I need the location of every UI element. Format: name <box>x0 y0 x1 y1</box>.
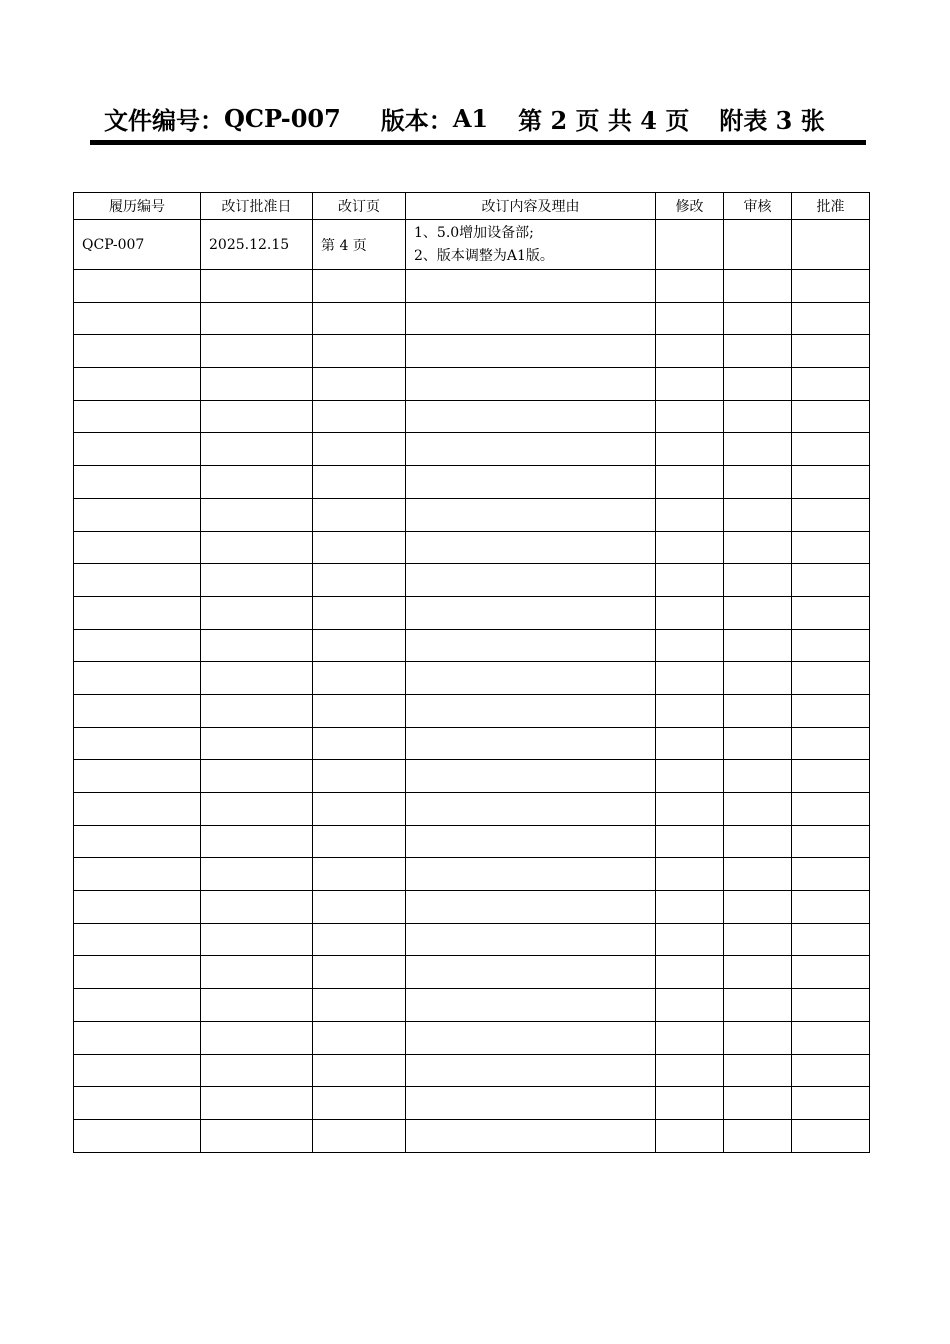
table-cell <box>201 1054 313 1087</box>
table-cell <box>313 662 406 695</box>
table-cell <box>313 466 406 499</box>
table-cell <box>792 596 870 629</box>
table-cell <box>406 858 656 891</box>
table-cell <box>74 368 201 401</box>
table-row <box>74 270 870 303</box>
table-cell <box>724 923 792 956</box>
table-cell <box>406 956 656 989</box>
table-cell <box>792 531 870 564</box>
table-cell <box>313 368 406 401</box>
table-cell <box>74 1054 201 1087</box>
table-cell <box>406 891 656 924</box>
table-cell <box>201 891 313 924</box>
table-row <box>74 760 870 793</box>
table-cell <box>656 793 724 826</box>
table-cell <box>313 923 406 956</box>
table-row <box>74 302 870 335</box>
table-cell <box>724 564 792 597</box>
table-cell <box>792 662 870 695</box>
table-cell <box>201 302 313 335</box>
table-row <box>74 1087 870 1120</box>
table-cell <box>406 923 656 956</box>
content-line: 2、版本调整为A1版。 <box>414 248 554 264</box>
table-cell <box>406 1054 656 1087</box>
table-cell <box>724 1021 792 1054</box>
table-cell <box>792 858 870 891</box>
table-cell <box>792 793 870 826</box>
table-row <box>74 858 870 891</box>
table-cell <box>656 629 724 662</box>
table-cell <box>724 270 792 303</box>
doc-number-label: 文件编号： <box>104 105 224 135</box>
table-cell <box>74 727 201 760</box>
table-cell <box>201 433 313 466</box>
table-cell <box>406 662 656 695</box>
table-cell <box>792 270 870 303</box>
table-cell <box>313 1087 406 1120</box>
table-cell <box>724 629 792 662</box>
table-cell <box>724 891 792 924</box>
document-header <box>104 100 825 136</box>
table-cell <box>313 1021 406 1054</box>
column-header-revised-page: 改订页 <box>313 193 406 220</box>
table-cell <box>656 400 724 433</box>
table-row <box>74 727 870 760</box>
table-cell <box>313 596 406 629</box>
table-cell <box>724 662 792 695</box>
table-row <box>74 662 870 695</box>
table-cell <box>792 368 870 401</box>
table-cell <box>792 433 870 466</box>
table-row <box>74 923 870 956</box>
table-cell <box>74 466 201 499</box>
table-cell <box>74 564 201 597</box>
table-cell <box>792 694 870 727</box>
table-cell <box>74 989 201 1022</box>
table-cell <box>792 629 870 662</box>
table-row <box>74 531 870 564</box>
table-cell <box>792 989 870 1022</box>
table-row <box>74 694 870 727</box>
table-row <box>74 368 870 401</box>
table-cell <box>406 1087 656 1120</box>
table-cell <box>74 1021 201 1054</box>
table-cell <box>74 923 201 956</box>
table-cell <box>792 825 870 858</box>
table-cell <box>313 302 406 335</box>
table-cell <box>74 694 201 727</box>
table-cell <box>656 858 724 891</box>
table-cell <box>724 1119 792 1152</box>
table-cell <box>792 335 870 368</box>
table-cell <box>406 368 656 401</box>
content-line: 1、5.0增加设备部; <box>414 225 534 241</box>
table-cell <box>724 727 792 760</box>
table-cell <box>313 727 406 760</box>
table-cell <box>656 1087 724 1120</box>
table-cell <box>201 989 313 1022</box>
table-cell <box>656 498 724 531</box>
table-cell <box>656 956 724 989</box>
table-cell <box>406 694 656 727</box>
table-cell <box>313 433 406 466</box>
table-row <box>74 891 870 924</box>
table-row <box>74 564 870 597</box>
cell-revised-page: 第 4 页 <box>313 220 406 270</box>
table-cell <box>656 335 724 368</box>
table-cell <box>74 1119 201 1152</box>
table-cell <box>313 270 406 303</box>
table-cell <box>201 531 313 564</box>
table-cell <box>201 1087 313 1120</box>
table-cell <box>724 956 792 989</box>
table-row <box>74 466 870 499</box>
table-cell <box>792 564 870 597</box>
table-cell <box>74 531 201 564</box>
table-row <box>74 335 870 368</box>
cell-approved <box>792 220 870 270</box>
header-divider <box>90 140 866 145</box>
table-cell <box>792 498 870 531</box>
table-cell <box>406 400 656 433</box>
table-cell <box>406 335 656 368</box>
table-cell <box>406 564 656 597</box>
table-cell <box>313 956 406 989</box>
table-cell <box>656 1021 724 1054</box>
column-header-modified: 修改 <box>656 193 724 220</box>
table-cell <box>724 368 792 401</box>
table-row <box>74 220 870 270</box>
table-cell <box>313 400 406 433</box>
table-row <box>74 1054 870 1087</box>
table-cell <box>724 400 792 433</box>
table-cell <box>406 1119 656 1152</box>
table-cell <box>656 727 724 760</box>
table-cell <box>724 760 792 793</box>
column-header-approval-date: 改订批准日 <box>201 193 313 220</box>
table-row <box>74 793 870 826</box>
table-cell <box>406 498 656 531</box>
table-cell <box>74 335 201 368</box>
table-cell <box>656 694 724 727</box>
table-cell <box>74 662 201 695</box>
table-cell <box>724 1087 792 1120</box>
attachment-count: 附表 3 张 <box>719 105 825 135</box>
table-cell <box>201 335 313 368</box>
table-cell <box>656 531 724 564</box>
table-cell <box>792 302 870 335</box>
table-row <box>74 596 870 629</box>
table-cell <box>656 270 724 303</box>
table-row <box>74 498 870 531</box>
table-cell <box>313 891 406 924</box>
table-cell <box>406 433 656 466</box>
table-cell <box>201 858 313 891</box>
table-cell <box>792 400 870 433</box>
table-cell <box>201 956 313 989</box>
table-cell <box>201 596 313 629</box>
table-cell <box>724 335 792 368</box>
table-cell <box>724 694 792 727</box>
table-cell <box>656 1119 724 1152</box>
table-cell <box>406 1021 656 1054</box>
table-cell <box>656 368 724 401</box>
column-header-content: 改订内容及理由 <box>406 193 656 220</box>
table-cell <box>406 727 656 760</box>
table-cell <box>201 368 313 401</box>
table-cell <box>201 270 313 303</box>
table-cell <box>792 923 870 956</box>
table-cell <box>74 433 201 466</box>
table-row <box>74 433 870 466</box>
table-cell <box>201 466 313 499</box>
table-cell <box>406 596 656 629</box>
table-cell <box>313 335 406 368</box>
table-cell <box>201 793 313 826</box>
table-cell <box>656 825 724 858</box>
table-cell <box>656 923 724 956</box>
table-cell <box>724 433 792 466</box>
column-header-record-no: 履历编号 <box>74 193 201 220</box>
table-row <box>74 1119 870 1152</box>
table-cell <box>74 400 201 433</box>
table-cell <box>313 858 406 891</box>
table-cell <box>656 433 724 466</box>
table-cell <box>313 694 406 727</box>
page-info: 第 2 页 共 4 页 <box>518 105 690 135</box>
table-row <box>74 956 870 989</box>
table-cell <box>724 1054 792 1087</box>
cell-content <box>406 220 656 270</box>
table-header-row <box>74 193 870 220</box>
table-row <box>74 629 870 662</box>
table-cell <box>406 760 656 793</box>
table-cell <box>724 302 792 335</box>
table-cell <box>656 596 724 629</box>
table-cell <box>313 629 406 662</box>
table-cell <box>74 629 201 662</box>
table-row <box>74 1021 870 1054</box>
table-cell <box>201 629 313 662</box>
table-cell <box>792 727 870 760</box>
table-cell <box>74 760 201 793</box>
table-cell <box>201 564 313 597</box>
column-header-approved: 批准 <box>792 193 870 220</box>
table-cell <box>656 564 724 597</box>
table-cell <box>792 1054 870 1087</box>
table-cell <box>201 498 313 531</box>
table-cell <box>313 825 406 858</box>
table-cell <box>313 760 406 793</box>
table-cell <box>724 531 792 564</box>
table-cell <box>201 662 313 695</box>
version-label: 版本： <box>380 105 453 135</box>
table-cell <box>724 858 792 891</box>
table-cell <box>74 891 201 924</box>
table-cell <box>74 825 201 858</box>
table-cell <box>201 1021 313 1054</box>
table-cell <box>792 956 870 989</box>
cell-modified <box>656 220 724 270</box>
table-cell <box>201 923 313 956</box>
table-cell <box>792 1021 870 1054</box>
table-cell <box>74 956 201 989</box>
cell-record-no: QCP-007 <box>74 220 201 270</box>
table-cell <box>74 270 201 303</box>
table-cell <box>201 400 313 433</box>
version-value: A1 <box>452 103 489 133</box>
table-cell <box>656 662 724 695</box>
table-cell <box>74 596 201 629</box>
table-cell <box>74 1087 201 1120</box>
table-cell <box>74 858 201 891</box>
table-row <box>74 989 870 1022</box>
table-cell <box>201 694 313 727</box>
table-cell <box>313 1119 406 1152</box>
cell-reviewed <box>724 220 792 270</box>
table-cell <box>724 793 792 826</box>
table-cell <box>792 1087 870 1120</box>
table-row <box>74 825 870 858</box>
table-cell <box>724 825 792 858</box>
table-cell <box>313 498 406 531</box>
table-cell <box>406 629 656 662</box>
table-cell <box>313 1054 406 1087</box>
table-cell <box>74 498 201 531</box>
table-cell <box>201 825 313 858</box>
table-cell <box>313 989 406 1022</box>
table-cell <box>406 989 656 1022</box>
table-cell <box>792 760 870 793</box>
revision-history-table <box>73 192 870 1153</box>
table-cell <box>406 302 656 335</box>
table-cell <box>74 793 201 826</box>
table-cell <box>406 825 656 858</box>
table-cell <box>724 498 792 531</box>
table-cell <box>656 466 724 499</box>
table-cell <box>313 564 406 597</box>
table-cell <box>406 270 656 303</box>
table-cell <box>792 1119 870 1152</box>
table-row <box>74 400 870 433</box>
table-cell <box>792 891 870 924</box>
table-cell <box>201 760 313 793</box>
table-cell <box>74 302 201 335</box>
table-cell <box>792 466 870 499</box>
table-cell <box>656 989 724 1022</box>
table-cell <box>724 989 792 1022</box>
table-cell <box>656 891 724 924</box>
table-cell <box>656 1054 724 1087</box>
table-cell <box>656 760 724 793</box>
cell-approval-date: 2025.12.15 <box>201 220 313 270</box>
table-cell <box>656 302 724 335</box>
table-cell <box>724 466 792 499</box>
table-cell <box>406 531 656 564</box>
table-cell <box>724 596 792 629</box>
table-cell <box>201 1119 313 1152</box>
column-header-reviewed: 审核 <box>724 193 792 220</box>
table-cell <box>201 727 313 760</box>
table-cell <box>313 793 406 826</box>
table-cell <box>406 466 656 499</box>
table-cell <box>406 793 656 826</box>
table-cell <box>313 531 406 564</box>
doc-number: QCP-007 <box>224 103 341 133</box>
